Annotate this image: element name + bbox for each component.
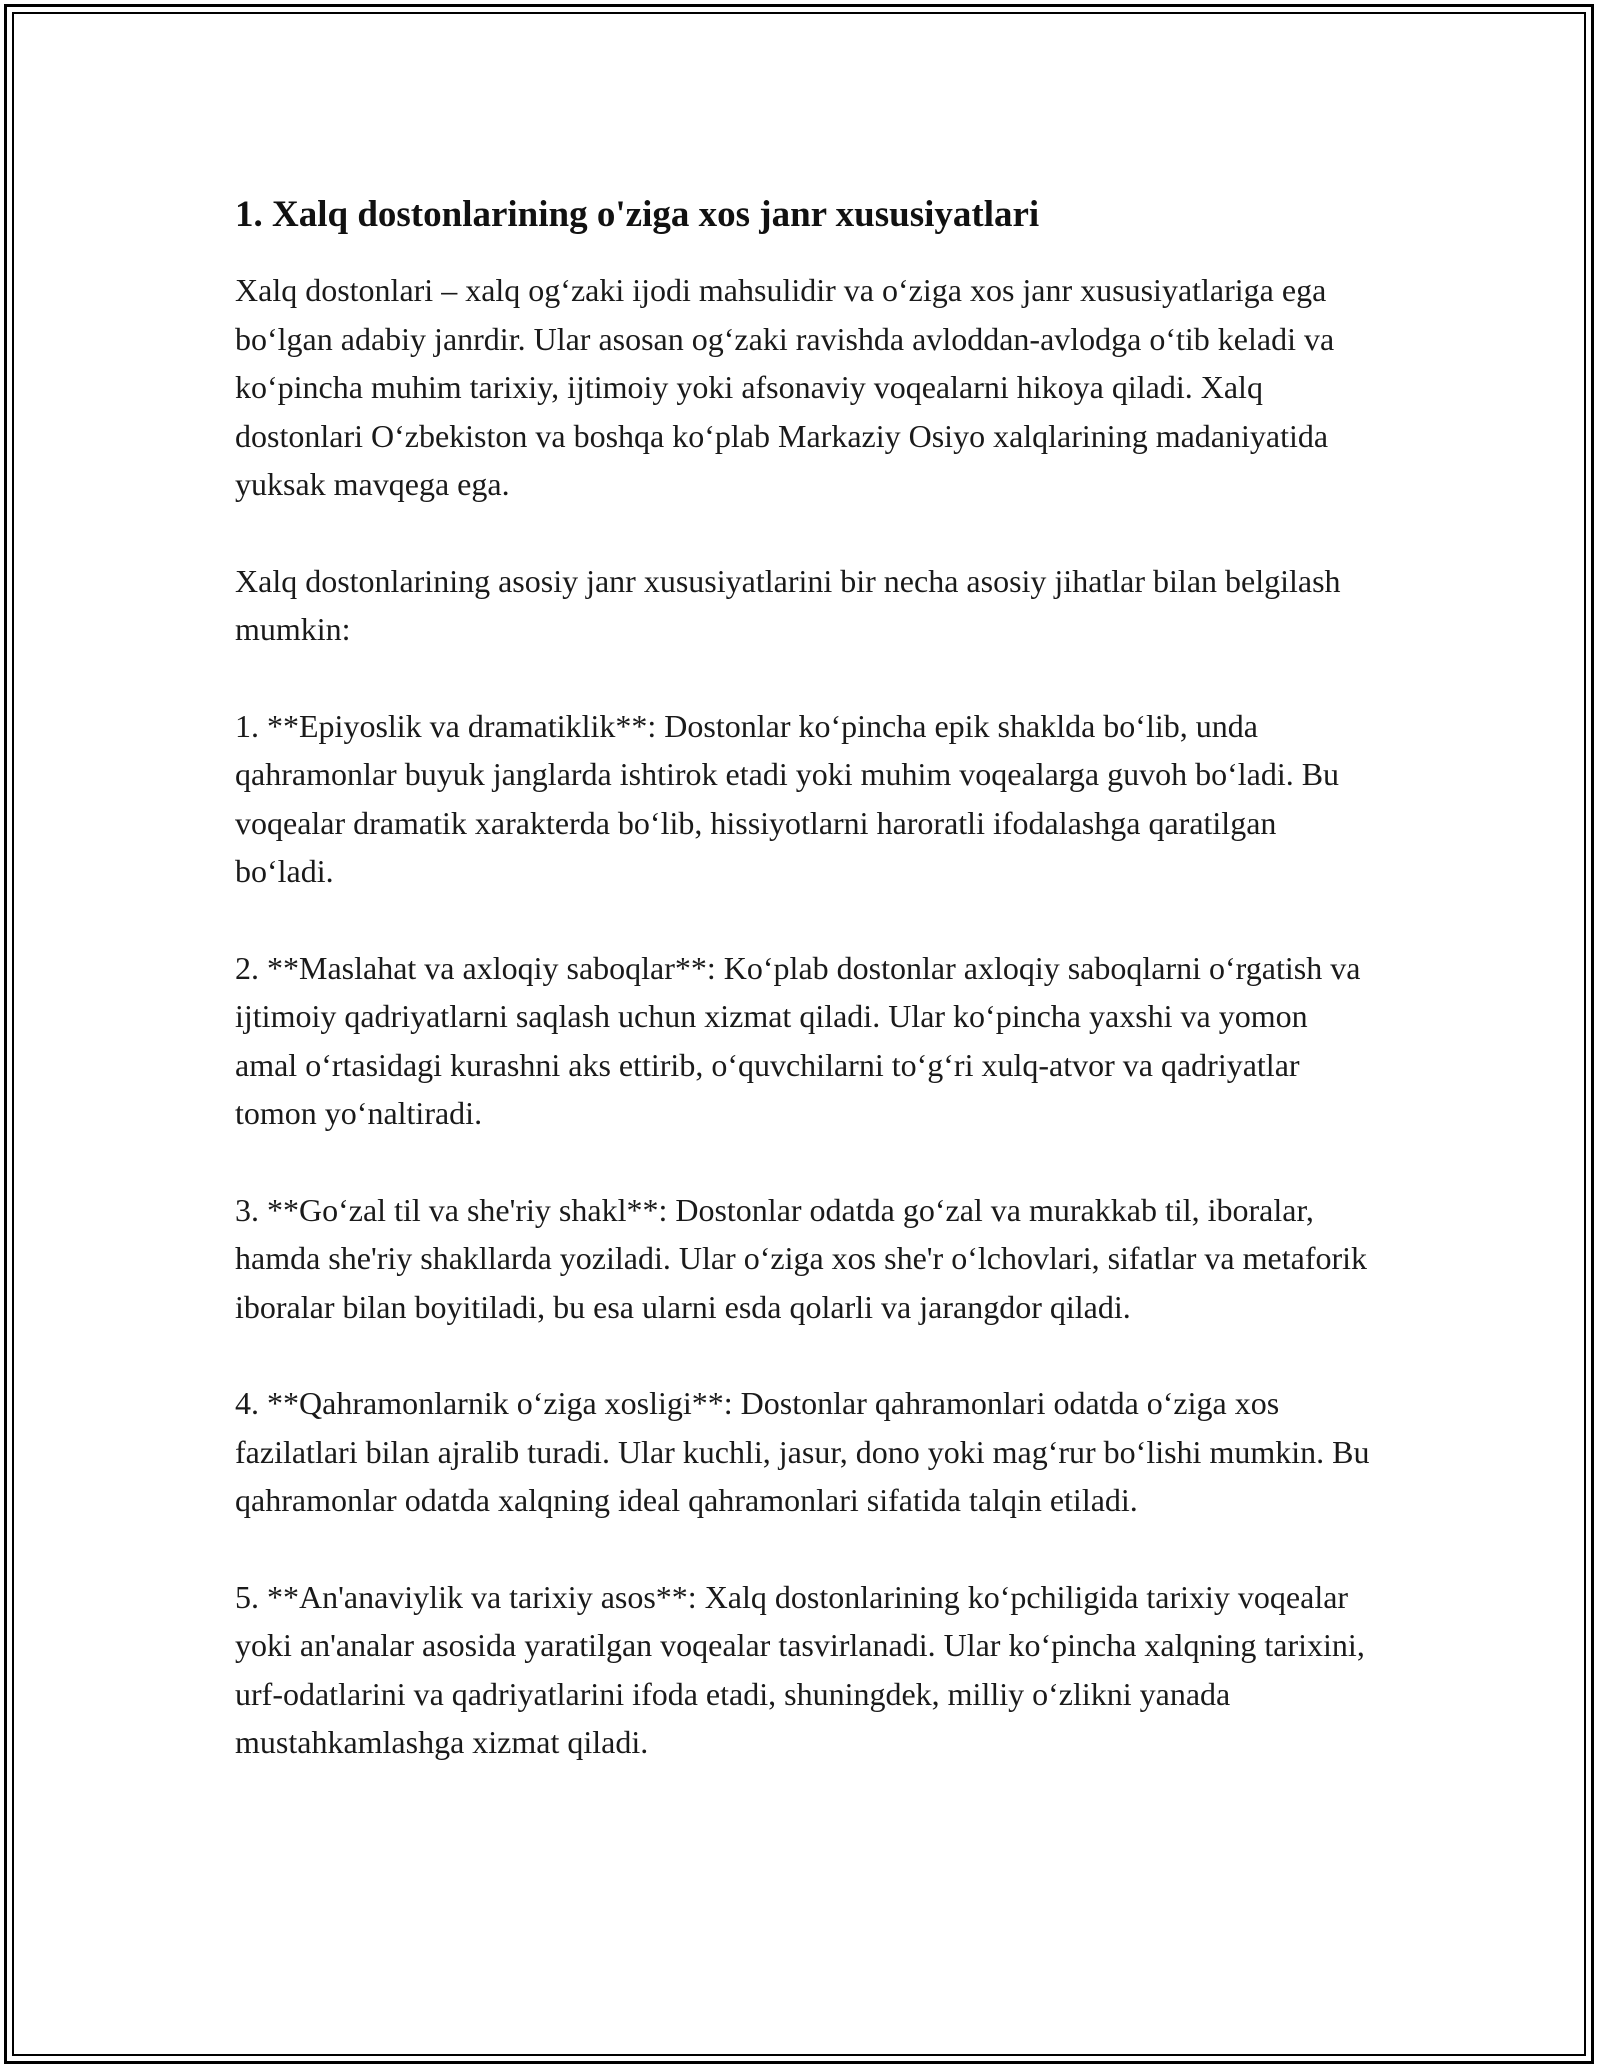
- features-lead-paragraph: Xalq dostonlarining asosiy janr xususiyatlarini bir necha asosiy jihatlar bilan belgilash mumkin:: [235, 562, 1341, 647]
- feature-item-3: 3. **Goʻzal til va she'riy shakl**: Dostonlar odatda goʻzal va murakkab til, iboralar, hamda she'riy shakllarda yoziladi. Ular oʻziga xos she'r oʻlchovlari, sifatlar va metaforik iboralar bilan boyitiladi, bu esa ularni esda qolarli va jarangdor qiladi.: [235, 1191, 1368, 1325]
- feature-item-5: 5. **An'anaviylik va tarixiy asos**: Xalq dostonlarining koʻpchiligida tarixiy voqealar yoki an'analar asosida yaratilgan voqealar tasvirlanadi. Ular koʻpincha xalqning tarixini, urf-odatlarini va qadriyatlarini ifoda etadi, shuningdek, milliy oʻzlikni yanada mustahkamlashga xizmat qiladi.: [235, 1578, 1365, 1760]
- document-title: 1. Xalq dostonlarining o'ziga xos janr xususiyatlari: [235, 194, 1040, 235]
- intro-paragraph: Xalq dostonlari – xalq ogʻzaki ijodi mahsulidir va oʻziga xos janr xususiyatlariga ega boʻlgan adabiy janrdir. Ular asosan ogʻzaki ravishda avloddan-avlodga oʻtib keladi va koʻpincha muhim tarixiy, ijtimoiy yoki afsonaviy voqealarni hikoya qiladi. Xalq dostonlari Oʻzbekiston va boshqa koʻplab Markaziy Osiyo xalqlarining madaniyatida yuksak mavqega ega.: [235, 272, 1335, 502]
- feature-item-2: 2. **Maslahat va axloqiy saboqlar**: Koʻplab dostonlar axloqiy saboqlarni oʻrgatish va ijtimoiy qadriyatlarni saqlash uchun xizmat qiladi. Ular koʻpincha yaxshi va yomon amal oʻrtasidagi kurashni aks ettirib, oʻquvchilarni toʻgʻri xulq-atvor va qadriyatlar tomon yoʻnaltiradi.: [235, 949, 1361, 1131]
- feature-item-4: 4. **Qahramonlarnik oʻziga xosligi**: Dostonlar qahramonlari odatda oʻziga xos fazilatlari bilan ajralib turadi. Ular kuchli, jasur, dono yoki magʻrur boʻlishi mumkin. Bu qahramonlar odatda xalqning ideal qahramonlari sifatida talqin etiladi.: [235, 1385, 1370, 1518]
- document-body: [235, 190, 1375, 1815]
- feature-item-1: 1. **Epiyoslik va dramatiklik**: Dostonlar koʻpincha epik shaklda boʻlib, unda qahramonlar buyuk janglarda ishtirok etadi yoki muhim voqealarga guvoh boʻladi. Bu voqealar dramatik xarakterda boʻlib, hissiyotlarni haroratli ifodalashga qaratilgan boʻladi.: [235, 707, 1340, 889]
